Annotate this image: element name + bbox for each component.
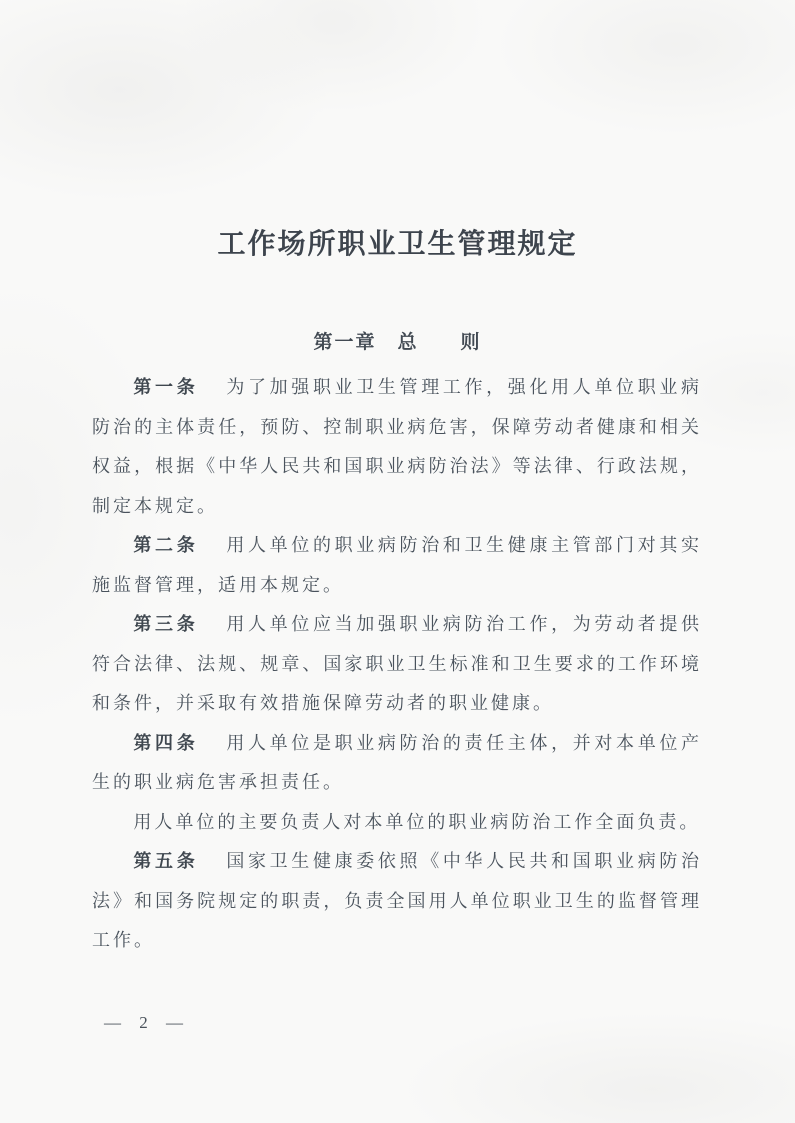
- article-5-text: 国家卫生健康委依照《中华人民共和国职业病防治法》和国务院规定的职责，负责全国用人单位职业卫生的监督管理工作。: [92, 851, 702, 950]
- article-4-label: 第四条: [133, 732, 199, 753]
- article-4-sub-paragraph: [92, 803, 702, 843]
- article-3: [92, 605, 702, 724]
- article-3-text: 用人单位应当加强职业病防治工作，为劳动者提供符合法律、法规、规章、国家职业卫生标准和卫生要求的工作环境和条件，并采取有效措施保障劳动者的职业健康。: [92, 614, 702, 713]
- article-5-label: 第五条: [133, 851, 199, 871]
- article-3-label: 第三条: [133, 614, 199, 634]
- article-5: [92, 842, 702, 961]
- page-number: — 2 —: [104, 1013, 190, 1032]
- article-4-sub-text: 用人单位的主要负责人对本单位的职业病防治工作全面负责。: [133, 811, 701, 832]
- article-2: [92, 526, 702, 605]
- article-2-label: 第二条: [133, 535, 199, 555]
- document-title: 工作场所职业卫生管理规定: [217, 229, 578, 260]
- article-4-text: 用人单位是职业病防治的责任主体，并对本单位产生的职业病危害承担责任。: [92, 732, 702, 792]
- article-2-text: 用人单位的职业病防治和卫生健康主管部门对其实施监督管理，适用本规定。: [92, 535, 702, 595]
- article-4: [92, 724, 702, 803]
- article-1: [92, 368, 702, 526]
- chapter-heading: 第一章 总 则: [313, 332, 482, 353]
- article-1-text: 为了加强职业卫生管理工作，强化用人单位职业病防治的主体责任，预防、控制职业病危害，保障劳动者健康和相关权益，根据《中华人民共和国职业病防治法》等法律、行政法规，制定本规定。: [92, 377, 702, 516]
- document-body: [92, 368, 702, 961]
- article-1-label: 第一条: [133, 377, 199, 397]
